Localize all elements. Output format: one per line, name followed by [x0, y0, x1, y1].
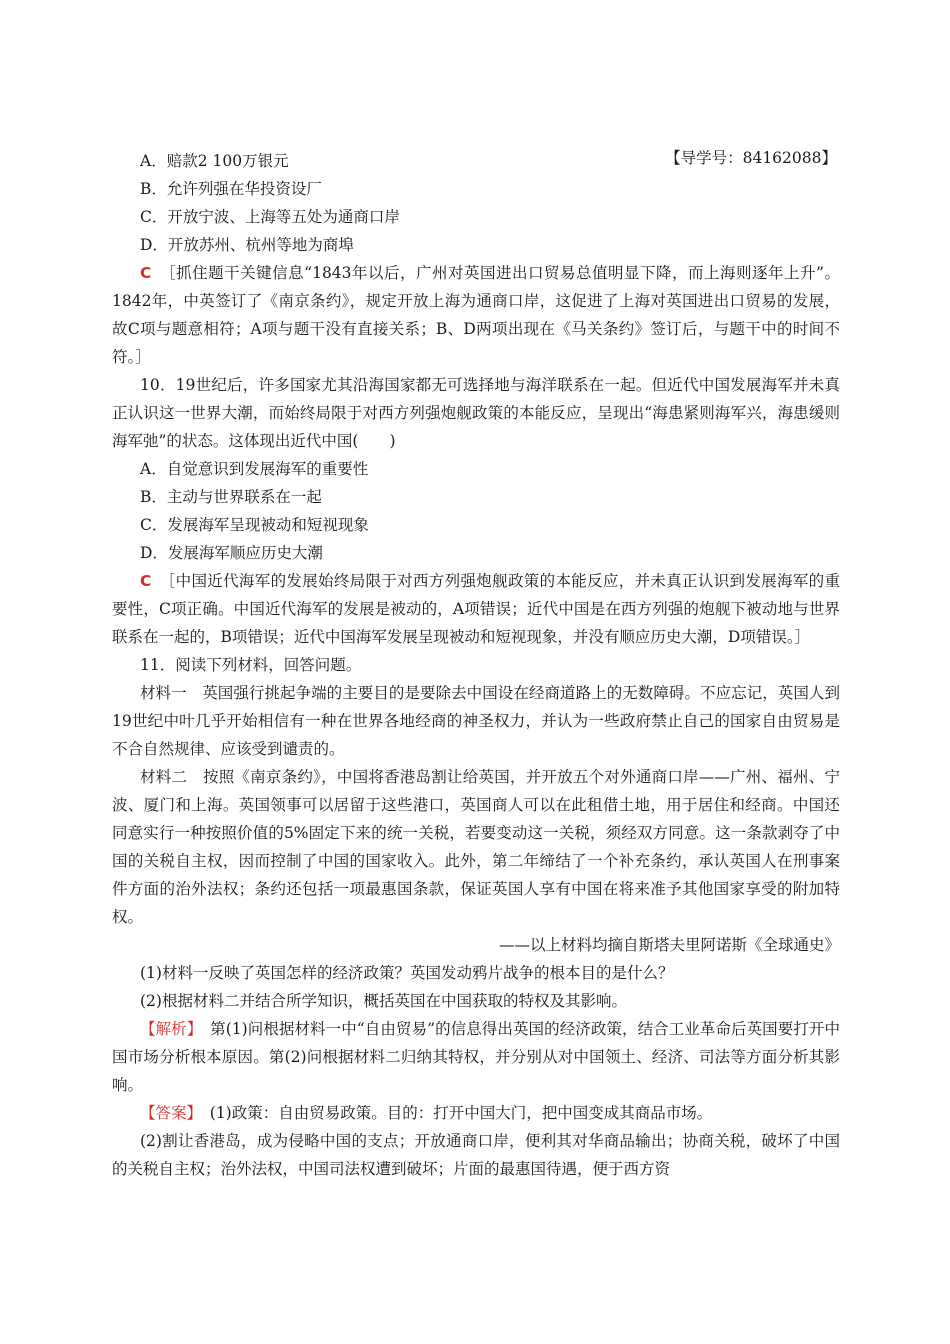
- answer-tag: 【答案】: [140, 1104, 195, 1122]
- q9-option-d: D．开放苏州、杭州等地为商埠: [140, 236, 354, 254]
- q10-option-a: A．自觉意识到发展海军的重要性: [140, 460, 369, 478]
- q11-answer-1: [112, 1099, 840, 1127]
- q11-material-one: 材料一 英国强行挑起争端的主要目的是要除去中国设在经商道路上的无数障碍。不应忘记，英国人到19世纪中叶几乎开始相信有一种在世界各地经商的神圣权力，并认为一些政府禁止自己的国家自由贸易是不合自然规律、应该受到谴责的。: [112, 684, 840, 758]
- q10-option-c: C．发展海军呈现被动和短视现象: [140, 516, 369, 534]
- analysis-text: 第(1)问根据材料一中“自由贸易”的信息得出英国的经济政策，结合工业革命后英国要打开中国市场分析根本原因。第(2)问根据材料二归纳其特权，并分别从对中国领土、经济、司法等方面分析其影响。: [112, 1020, 840, 1094]
- guide-reference-number: 【导学号：84162088】: [665, 149, 837, 167]
- q11-analysis: [112, 1015, 840, 1099]
- answer-1-text: (1)政策：自由贸易政策。目的：打开中国大门，把中国变成其商品市场。: [194, 1104, 713, 1122]
- q11-stem: 11．阅读下列材料，回答问题。: [140, 656, 362, 674]
- document-body: [112, 145, 840, 1183]
- analysis-tag: 【解析】: [140, 1020, 195, 1038]
- q11-subquestion-1: (1)材料一反映了英国怎样的经济政策？英国发动鸦片战争的根本目的是什么？: [140, 964, 674, 982]
- q10-option-d: D．发展海军顺应历史大潮: [140, 544, 323, 562]
- q11-material-source: ——以上材料均摘自斯塔夫里阿诺斯《全球通史》: [498, 936, 840, 954]
- q10-stem: 10．19世纪后，许多国家尤其沿海国家都无可选择地与海洋联系在一起。但近代中国发展海军并未真正认识这一世界大潮，而始终局限于对西方列强炮舰政策的本能反应，呈现出“海患紧则海军兴，海患缓则海军弛”的状态。这体现出近代中国( ): [112, 376, 840, 450]
- q10-answer-letter: C: [140, 572, 152, 590]
- q9-option-b: B．允许列强在华投资设厂: [140, 180, 322, 198]
- q10-explanation-text: ［中国近代海军的发展始终局限于对西方列强炮舰政策的本能反应，并未真正认识到发展海军的重要性，C项正确。中国近代海军的发展是被动的，A项错误；近代中国是在西方列强的炮舰下被动地与世界联系在一起的，B项错误；近代中国海军发展呈现被动和短视现象，并没有顺应历史大潮，D项错误。］: [112, 572, 840, 646]
- q10-answer-explanation: [112, 567, 840, 651]
- q9-option-a: A．赔款2 100万银元: [140, 152, 289, 170]
- q10-option-b: B．主动与世界联系在一起: [140, 488, 322, 506]
- q9-explanation-text: ［抓住题干关键信息“1843年以后，广州对英国进出口贸易总值明显下降，而上海则逐年上升”。1842年，中英签订了《南京条约》，规定开放上海为通商口岸，这促进了上海对英国进出口贸易的发展，故C项与题意相符；A项与题干没有直接关系；B、D两项出现在《马关条约》签订后，与题干中的时间不符。］: [112, 264, 840, 366]
- q11-answer-2: (2)割让香港岛，成为侵略中国的支点；开放通商口岸，便利其对华商品输出；协商关税，破坏了中国的关税自主权；治外法权，中国司法权遭到破坏；片面的最惠国待遇，便于西方资: [112, 1132, 840, 1178]
- q9-answer-letter: C: [140, 264, 152, 282]
- q11-subquestion-2: (2)根据材料二并结合所学知识，概括英国在中国获取的特权及其影响。: [140, 992, 627, 1010]
- q11-material-two: 材料二 按照《南京条约》，中国将香港岛割让给英国，并开放五个对外通商口岸——广州、福州、宁波、厦门和上海。英国领事可以居留于这些港口，英国商人可以在此租借土地，用于居住和经商。中国还同意实行一种按照价值的5%固定下来的统一关税，若要变动这一关税，须经双方同意。这一条款剥夺了中国的关税自主权，因而控制了中国的国家收入。此外，第二年缔结了一个补充条约，承认英国人在刑事案件方面的治外法权；条约还包括一项最惠国条款，保证英国人享有中国在将来准予其他国家享受的附加特权。: [112, 768, 840, 926]
- q9-answer-explanation: [112, 259, 840, 371]
- q9-option-c: C．开放宁波、上海等五处为通商口岸: [140, 208, 400, 226]
